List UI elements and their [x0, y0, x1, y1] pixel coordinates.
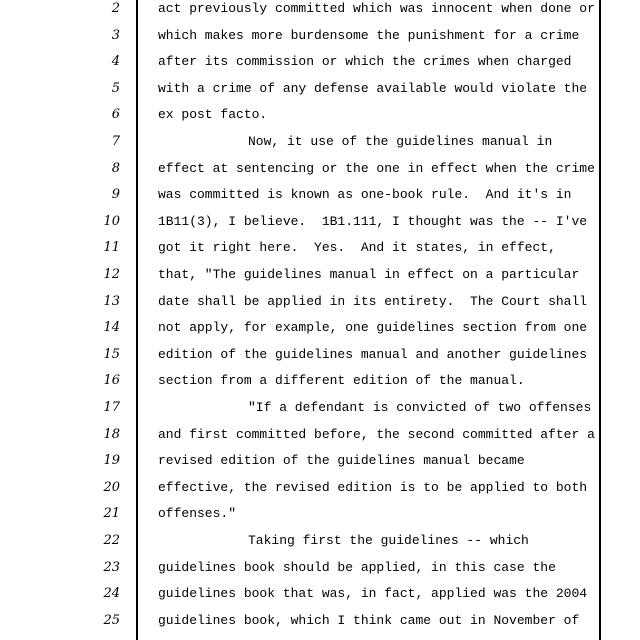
- line-number: 11: [103, 240, 120, 256]
- line-number: 19: [103, 453, 120, 469]
- line-text: guidelines book, which I think came out in November of: [158, 612, 580, 628]
- line-text: that, "The guidelines manual in effect on a particular: [158, 267, 580, 282]
- transcript-line: [0, 533, 640, 559]
- line-number: 23: [103, 559, 120, 575]
- line-number: 13: [103, 293, 120, 309]
- transcript-line: [0, 453, 640, 479]
- line-text: date shall be applied in its entirety. The Court shall: [158, 293, 588, 309]
- line-text: section from a different edition of the manual.: [158, 373, 525, 389]
- transcript-line: [0, 54, 640, 80]
- line-number: 21: [103, 506, 120, 522]
- transcript-line: [0, 294, 640, 320]
- transcript-line: [0, 586, 640, 612]
- line-text: effect at sentencing or the one in effect when the crime: [158, 160, 595, 176]
- line-number: 9: [111, 187, 120, 203]
- line-number: 18: [103, 426, 120, 442]
- transcript-line: [0, 107, 640, 133]
- line-number: 2: [111, 1, 120, 16]
- line-number: 25: [103, 612, 120, 628]
- line-text: revised edition of the guidelines manual became: [158, 453, 525, 469]
- line-number: 6: [111, 107, 120, 123]
- line-text: guidelines book that was, in fact, applied was the 2004: [158, 586, 588, 602]
- transcript-line: [0, 81, 640, 107]
- transcript-line: [0, 613, 640, 639]
- line-number: 20: [103, 479, 120, 495]
- transcript-line: [0, 373, 640, 399]
- transcript-line: [0, 427, 640, 453]
- transcript-line: [0, 187, 640, 213]
- line-text: was committed is known as one-book rule. And it's in: [158, 187, 572, 203]
- transcript-line: [0, 1, 640, 27]
- transcript-line: [0, 320, 640, 346]
- line-text: got it right here. Yes. And it states, in effect,: [158, 240, 556, 256]
- line-text: 1B11(3), I believe. 1B1.111, I thought was the -- I've: [158, 213, 588, 229]
- transcript-line: [0, 240, 640, 266]
- transcript-line: [0, 134, 640, 160]
- line-text: effective, the revised edition is to be applied to both: [158, 479, 588, 495]
- line-text: act previously committed which was innocent when done or: [158, 1, 595, 16]
- line-number: 7: [111, 134, 120, 149]
- line-text: Taking first the guidelines -- which: [248, 533, 529, 548]
- line-text: offenses.": [158, 506, 237, 522]
- line-number: 8: [111, 160, 120, 176]
- line-number: 4: [111, 54, 120, 70]
- transcript-line: [0, 28, 640, 54]
- line-number: 24: [103, 586, 120, 602]
- line-text: "If a defendant is convicted of two offenses: [248, 400, 592, 415]
- line-text: Now, it use of the guidelines manual in: [248, 134, 553, 149]
- transcript-line: [0, 161, 640, 187]
- line-number: 3: [111, 27, 120, 43]
- line-text: which makes more burdensome the punishment for a crime: [158, 27, 580, 43]
- line-number: 17: [103, 400, 120, 415]
- transcript-line: [0, 480, 640, 506]
- line-text: not apply, for example, one guidelines section from one: [158, 320, 588, 336]
- line-text: ex post facto.: [158, 107, 268, 123]
- transcript-line: [0, 506, 640, 532]
- line-number: 10: [103, 213, 120, 229]
- line-number: 22: [103, 533, 120, 548]
- transcript-line: [0, 267, 640, 293]
- line-text: edition of the guidelines manual and another guidelines: [158, 346, 588, 362]
- transcript-line: [0, 347, 640, 373]
- transcript-line: [0, 400, 640, 426]
- line-text: after its commission or which the crimes when charged: [158, 54, 572, 70]
- line-number: 14: [103, 320, 120, 336]
- line-text: guidelines book should be applied, in this case the: [158, 559, 556, 575]
- line-number: 16: [103, 373, 120, 389]
- line-number: 12: [103, 267, 120, 282]
- transcript-line: [0, 560, 640, 586]
- line-number: 15: [103, 346, 120, 362]
- transcript-line: [0, 214, 640, 240]
- line-text: and first committed before, the second committed after a: [158, 426, 595, 442]
- line-number: 5: [111, 80, 120, 96]
- line-text: with a crime of any defense available would violate the: [158, 80, 588, 96]
